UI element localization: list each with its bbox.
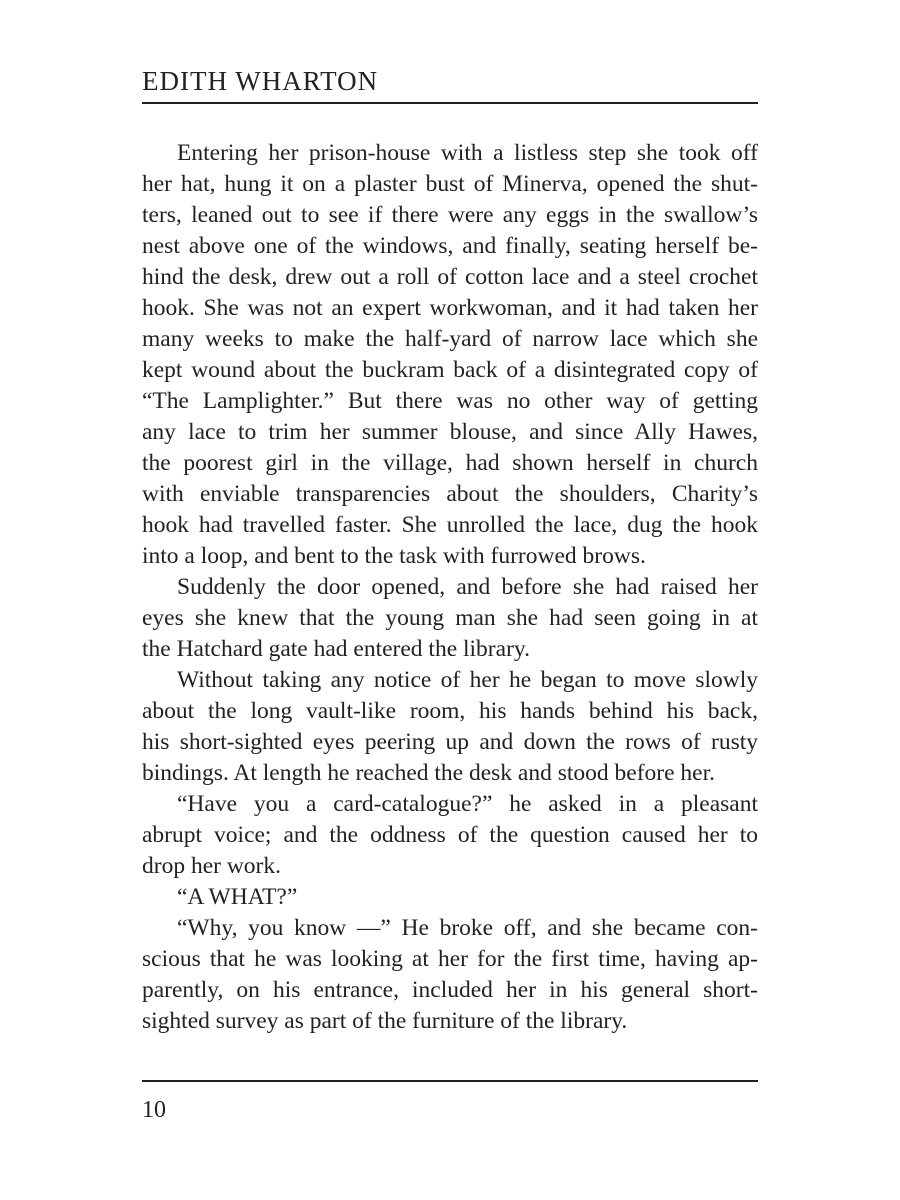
text-line: her hat, hung it on a plaster bust of Minerva, opened the shut- — [142, 171, 758, 197]
text-line: scious that he was looking at her for the first time, having ap- — [142, 946, 758, 972]
text-line: “Why, you know —” He broke off, and she became con- — [177, 915, 758, 941]
footer-rule — [142, 1080, 758, 1082]
text-line: his short-sighted eyes peering up and down the rows of rusty — [142, 729, 758, 755]
text-line: kept wound about the buckram back of a disintegrated copy of — [142, 357, 758, 383]
text-line: eyes she knew that the young man she had seen going in at — [142, 605, 758, 631]
text-line: the Hatchard gate had entered the library. — [142, 636, 530, 662]
text-line: Entering her prison-house with a listless step she took off — [177, 140, 758, 166]
text-line: hook. She was not an expert workwoman, and it had taken her — [142, 295, 758, 321]
text-line: ters, leaned out to see if there were any eggs in the swallow’s — [142, 202, 758, 228]
text-line: the poorest girl in the village, had shown herself in church — [142, 450, 758, 476]
text-line: hind the desk, drew out a roll of cotton lace and a steel crochet — [142, 264, 758, 290]
text-line: drop her work. — [142, 853, 282, 879]
text-line: bindings. At length he reached the desk and stood before her. — [142, 760, 715, 786]
text-line: many weeks to make the half-yard of narrow lace which she — [142, 326, 758, 352]
text-line: about the long vault-like room, his hands behind his back, — [142, 698, 758, 724]
text-line: any lace to trim her summer blouse, and since Ally Hawes, — [142, 419, 758, 445]
page-number: 10 — [142, 1097, 166, 1123]
text-line: abrupt voice; and the oddness of the question caused her to — [142, 822, 758, 848]
text-line: “A WHAT?” — [177, 884, 298, 910]
text-line: “The Lamplighter.” But there was no other way of getting — [142, 388, 758, 414]
body-text — [142, 138, 758, 1037]
text-line: “Have you a card-catalogue?” he asked in a pleasant — [177, 791, 758, 817]
text-line: sighted survey as part of the furniture of the library. — [142, 1008, 628, 1034]
text-line: Suddenly the door opened, and before she had raised her — [177, 574, 758, 600]
text-line: nest above one of the windows, and finally, seating herself be- — [142, 233, 758, 259]
text-line: with enviable transparencies about the shoulders, Charity’s — [142, 481, 758, 507]
text-line: parently, on his entrance, included her in his general short- — [142, 977, 758, 1003]
book-page — [142, 0, 758, 1200]
text-line: hook had travelled faster. She unrolled the lace, dug the hook — [142, 512, 758, 538]
text-line: Without taking any notice of her he began to move slowly — [177, 667, 758, 693]
running-header — [142, 62, 758, 104]
running-head-author: EDITH WHARTON — [142, 66, 379, 96]
text-line: into a loop, and bent to the task with furrowed brows. — [142, 543, 646, 569]
